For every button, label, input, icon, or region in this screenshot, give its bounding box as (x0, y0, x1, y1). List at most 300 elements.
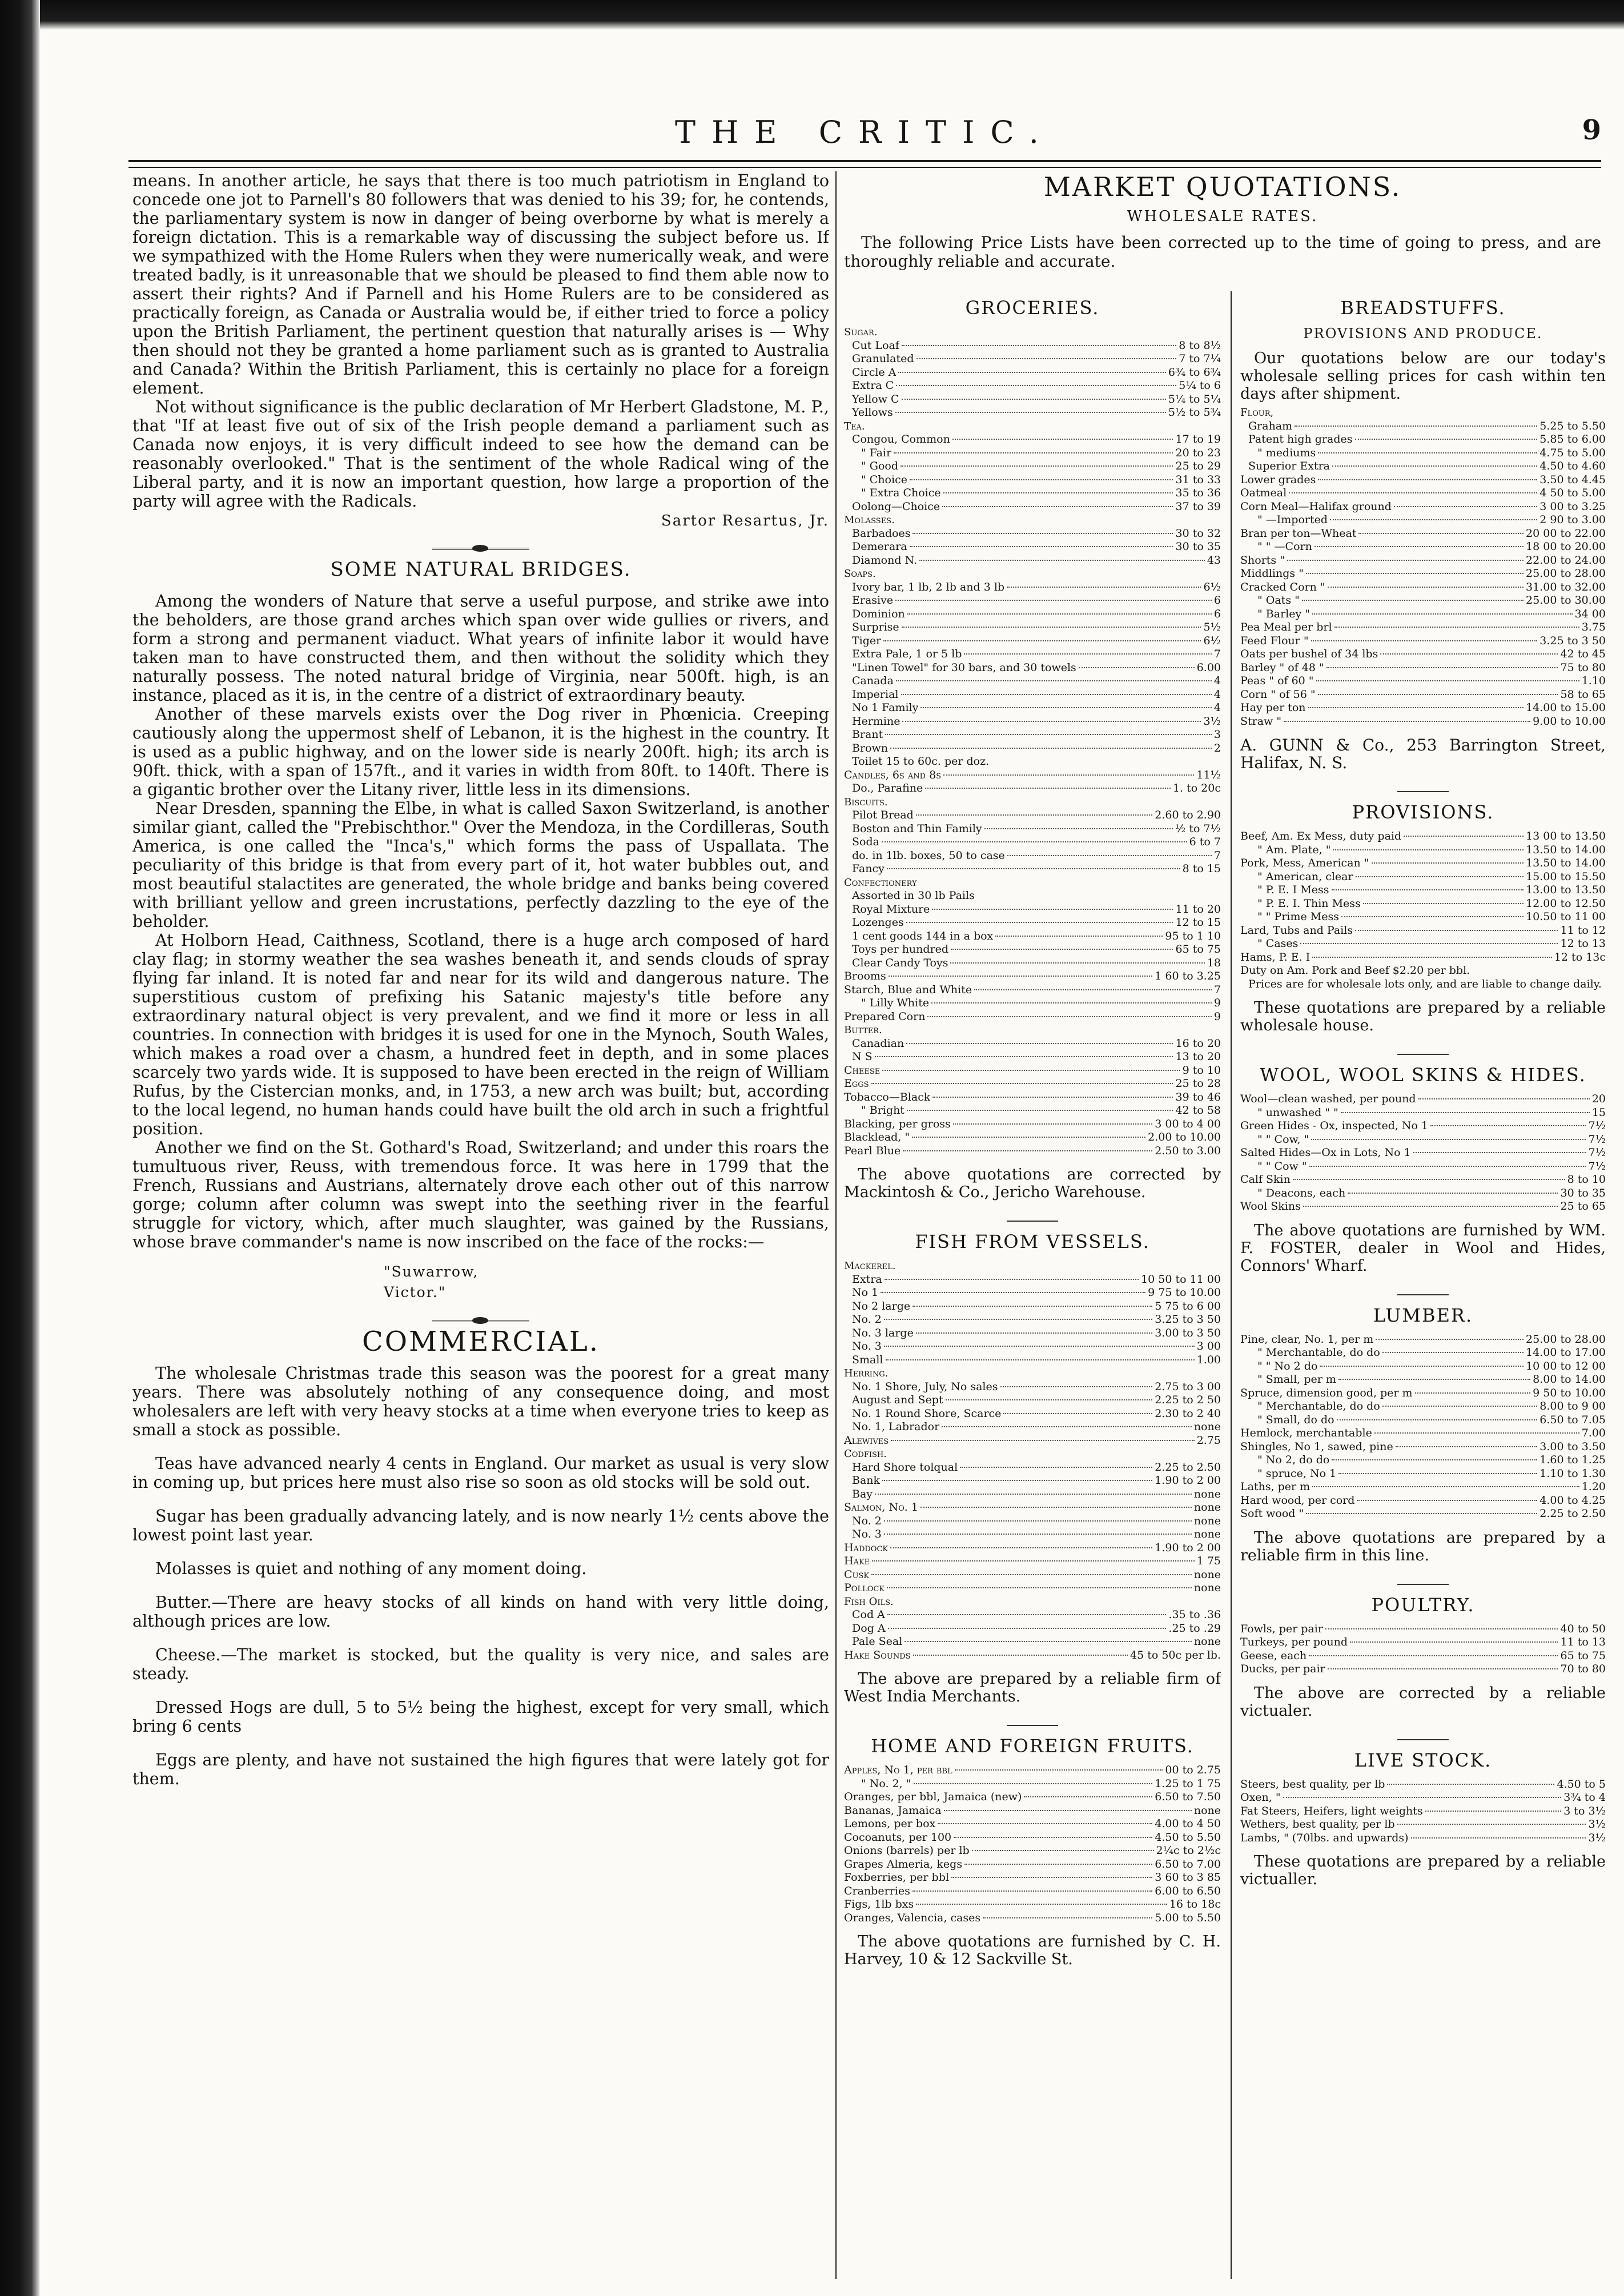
dot-leader (955, 1769, 1163, 1771)
price-row (844, 1555, 1221, 1568)
price-item-label: " " Cow " (1257, 1159, 1307, 1173)
section-heading-commercial: COMMERCIAL. (361, 1326, 600, 1358)
verse-line: Victor." (384, 1284, 447, 1300)
groceries-note: The above quotations are corrected by Mackintosh & Co., Jericho Warehouse. (844, 1166, 1221, 1201)
price-item-label: Starch, Blue and White (844, 983, 972, 996)
price-value: 25 to 29 (1175, 460, 1221, 472)
dot-leader (910, 479, 1173, 480)
price-row (1240, 1791, 1606, 1805)
dot-leader (882, 1480, 1152, 1481)
dot-leader (932, 1097, 1173, 1098)
price-row (1240, 884, 1606, 897)
dot-leader (890, 1547, 1152, 1548)
price-value: 3 60 to 3 85 (1155, 1871, 1221, 1884)
price-value: 8 to 15 (1182, 862, 1221, 875)
dot-leader (884, 1520, 1192, 1522)
price-item-label: " " —Corn (1257, 540, 1312, 553)
price-row (1240, 1454, 1606, 1467)
lumber-table (1240, 1333, 1606, 1521)
price-item-label: Shorts " (1240, 553, 1285, 567)
price-value: 4.00 to 4.25 (1539, 1494, 1606, 1507)
price-item-label: No. 1, Labrador (852, 1420, 940, 1433)
price-item-label: Straw " (1240, 715, 1282, 728)
price-value: 4.00 to 4 50 (1155, 1817, 1221, 1830)
provisions-heading: PROVISIONS. (1352, 801, 1494, 823)
price-value: 4 (1213, 675, 1221, 687)
dot-leader (1404, 836, 1523, 837)
fish-note: The above are prepared by a reliable firm of West India Merchants. (844, 1670, 1221, 1705)
section-rule (1397, 791, 1449, 792)
price-value: 7 (1213, 648, 1221, 660)
dot-leader (885, 734, 1212, 735)
price-value: 3½ (1588, 1831, 1606, 1844)
price-row (844, 621, 1221, 635)
price-row (844, 1898, 1221, 1912)
price-item-label: Dominion (852, 607, 905, 620)
price-value: 8.00 to 9 00 (1539, 1400, 1606, 1412)
dot-leader (953, 1123, 1152, 1125)
price-row (844, 822, 1221, 836)
price-item-label: Small (852, 1353, 883, 1366)
price-item-label: Yellows (852, 406, 893, 419)
dot-leader (919, 560, 1205, 561)
price-item-label: Imperial (852, 688, 899, 701)
price-value: 7½ (1588, 1146, 1606, 1159)
price-value: 11 to 12 (1560, 924, 1606, 937)
price-value: 1.20 (1581, 1480, 1606, 1493)
dot-leader (951, 949, 1173, 950)
dot-leader (1382, 1352, 1523, 1353)
price-value: 3 (1213, 728, 1221, 741)
price-row (1240, 621, 1606, 635)
price-value: 20 (1591, 1093, 1606, 1105)
dot-leader (905, 1641, 1192, 1642)
commercial-paragraph: Teas have advanced nearly 4 cents in England. Our market as usual is very slow in coming up, but prices here must also rise so soon as old stocks will be sold out. (132, 1454, 829, 1492)
price-item-label: " Extra Choice (861, 487, 941, 499)
price-value: 5½ (1203, 621, 1221, 633)
price-row (1240, 1805, 1606, 1819)
price-value: 5.85 to 6.00 (1539, 433, 1606, 445)
livestock-heading: LIVE STOCK. (1354, 1749, 1492, 1771)
price-item-label: " " Prime Mess (1257, 910, 1340, 923)
price-item-label: August and Sept (852, 1394, 943, 1406)
dot-leader (951, 1877, 1152, 1878)
price-item-label: Wool—clean washed, per pound (1240, 1093, 1416, 1105)
price-row (844, 728, 1221, 742)
price-value: 7 (1213, 849, 1221, 862)
dot-leader (871, 1574, 1192, 1575)
section-divider (432, 1320, 529, 1322)
dot-leader (887, 1587, 1192, 1588)
article-paragraph: At Holborn Head, Caithness, Scotland, there is a huge arch composed of hard clay flag; in stormy weather the sea washes beneath it, and sends clouds of spray flying far inland. It is noted far and near for its wild and dangerous nature. The superstitious custom of prefixing his Satanic majesty's title before any extraordinary natural object is very prevalent, and we find it more or less in all countries. In connection with bridges it is used for one in the Mynoch, South Wales, which makes a road over a chasm, a hundred feet in depth, and in some places scarcely two yards wide. It is supposed to have been erected in the reign of William Rufus, by the Cistercian monks, and, in 1753, a new arch was built; but, according to the local legend, no human hands could have built the old arch in such a frightful position. (132, 931, 829, 1138)
price-row (844, 849, 1221, 863)
price-value: 20 00 to 22.00 (1526, 527, 1606, 540)
price-row (844, 1817, 1221, 1831)
dot-leader (1311, 1139, 1586, 1140)
wool-table (1240, 1093, 1606, 1214)
price-value: 3.25 to 3 50 (1155, 1313, 1221, 1326)
price-item-label: Cod A (852, 1608, 885, 1621)
price-item-label: " Small, do do (1257, 1413, 1334, 1426)
price-row (844, 487, 1221, 500)
dot-leader (1300, 943, 1558, 944)
price-row (1240, 1467, 1606, 1481)
price-item-label: Apples, No 1, per bbl (844, 1764, 952, 1776)
price-value: 1. to 20c (1172, 782, 1221, 794)
dot-leader (1326, 667, 1558, 668)
price-item-label: Dog A (852, 1621, 886, 1635)
dot-leader (1348, 1193, 1558, 1194)
price-value: 12 to 13c (1554, 950, 1606, 964)
price-row (1240, 1636, 1606, 1649)
price-value: 2 90 to 3.00 (1539, 513, 1606, 526)
price-row (1240, 924, 1606, 938)
provisions-table (1240, 830, 1606, 991)
price-row (1240, 420, 1606, 433)
price-item-label: Royal Mixture (852, 902, 930, 916)
price-value: 15.00 to 15.50 (1526, 870, 1606, 883)
price-item-label: " mediums (1257, 446, 1316, 459)
dot-leader (1380, 653, 1558, 655)
dot-leader (1000, 1386, 1153, 1387)
price-row (1240, 910, 1606, 924)
price-value: 3.00 to 3.50 (1539, 1440, 1606, 1453)
price-row (844, 420, 1221, 433)
price-item-label: " Small, per m (1257, 1373, 1336, 1386)
price-value: 11½ (1196, 768, 1221, 781)
price-item-label: Assorted in 30 lb Pails (852, 889, 975, 902)
price-value: 5¼ to 5¼ (1168, 392, 1221, 406)
price-item-label: " spruce, No 1 (1257, 1467, 1337, 1480)
price-row (844, 675, 1221, 688)
dot-leader (983, 1917, 1152, 1918)
price-value: 9 75 to 10.00 (1148, 1286, 1221, 1299)
dot-leader (871, 1083, 1173, 1084)
dot-leader (954, 1837, 1152, 1838)
dot-leader (910, 546, 1173, 547)
dot-leader (1309, 1655, 1558, 1656)
price-item-label: Candles, 6s and 8s (844, 768, 942, 781)
dot-leader (1289, 492, 1537, 493)
price-value: 1.10 (1581, 675, 1606, 687)
price-value: 6¾ to 6¾ (1168, 366, 1221, 379)
price-value: 22.00 to 24.00 (1526, 553, 1606, 567)
price-row (844, 1037, 1221, 1051)
commercial-paragraph: Cheese.—The market is stocked, but the quality is very nice, and sales are steady. (132, 1645, 829, 1683)
price-row (1240, 715, 1606, 729)
price-value: 95 to 1 10 (1165, 929, 1221, 942)
price-value: 25.00 to 28.00 (1526, 567, 1606, 580)
price-value: 35 to 36 (1175, 487, 1221, 499)
price-value: 16 to 18c (1169, 1898, 1221, 1910)
price-value: 42 to 45 (1560, 648, 1606, 660)
price-row (844, 984, 1221, 997)
market-quotations-title: MARKET QUOTATIONS. (1043, 171, 1402, 202)
price-row (844, 554, 1221, 568)
commercial-paragraph: The wholesale Christmas trade this season was the poorest for a great many years. There was absolutely nothing of any consequence doing, and most wholesalers are left with very heavy stocks at a time when everyone tries to keep as small a stock as possible. (132, 1364, 829, 1439)
price-value: 8 to 8½ (1179, 339, 1221, 352)
dot-leader (1293, 1179, 1565, 1180)
price-item-label: Corn " of 56 " (1240, 688, 1316, 701)
price-item-label: " Merchantable, do do (1257, 1346, 1380, 1359)
price-item-label: Extra C (852, 379, 894, 392)
running-title: THE CRITIC. (675, 114, 1055, 150)
price-item-label: Tea. (844, 420, 865, 432)
dot-leader (927, 1016, 1211, 1017)
dot-leader (882, 841, 1187, 842)
right-column (1240, 291, 1606, 2279)
price-item-label: Pine, clear, No. 1, per m (1240, 1332, 1374, 1346)
price-row (844, 1327, 1221, 1340)
price-item-label: Calf Skin (1240, 1173, 1291, 1186)
price-item-label: Confectionery (844, 876, 917, 889)
article-paragraph: Another of these marvels exists over the Dog river in Phœnicia. Creeping cautiously along the uppermost shelf of Lebanon, it is the highest in the country. It is used as a public highway, and on the lower side is nearly 200ft. high; its arch is 90ft. thick, with a span of 157ft., and it varies in width from 80ft. to 140ft. There is a gigantic brother over the Litany river, little less in its dimensions. (132, 705, 829, 799)
dot-leader (895, 600, 1212, 601)
price-item-label: Butter. (844, 1024, 882, 1036)
price-row (844, 1885, 1221, 1898)
dot-leader (1338, 1473, 1537, 1474)
price-value: 2¼c to 2½c (1156, 1844, 1221, 1857)
price-row (1240, 1146, 1606, 1160)
price-value: 10.50 to 11 00 (1526, 910, 1606, 923)
price-value: 00 to 2.75 (1165, 1764, 1221, 1776)
price-value: 65 to 75 (1175, 943, 1221, 956)
price-value: 39 to 46 (1175, 1090, 1221, 1103)
price-row (844, 1542, 1221, 1555)
price-row (844, 1515, 1221, 1528)
price-item-label: Oats per bushel of 34 lbs (1240, 648, 1378, 660)
price-row (844, 379, 1221, 393)
column-rule (1231, 291, 1232, 2279)
price-value: none (1193, 1804, 1221, 1817)
price-value: 13.00 to 13.50 (1526, 884, 1606, 896)
dot-leader (902, 345, 1176, 346)
price-row (1240, 1778, 1606, 1792)
section-heading-natural-bridges: SOME NATURAL BRIDGES. (330, 558, 632, 581)
price-row (844, 1581, 1221, 1595)
wool-heading: WOOL, WOOL SKINS & HIDES. (1260, 1064, 1586, 1086)
price-value: 6.50 to 7.50 (1155, 1791, 1221, 1803)
price-row (844, 1023, 1221, 1037)
price-item-label: Yellow C (852, 392, 899, 406)
price-item-label: Oxen, " (1240, 1791, 1281, 1804)
price-value: 1.00 (1196, 1353, 1221, 1366)
price-item-label: Hard Shore tolqual (852, 1460, 958, 1474)
price-row (1240, 978, 1606, 992)
price-value: 42 to 58 (1175, 1104, 1221, 1117)
dot-leader (1372, 862, 1524, 864)
price-item-label: Duty on Am. Pork and Beef $2.20 per bbl. (1240, 964, 1470, 977)
price-item-label: Circle A (852, 366, 897, 379)
price-item-label: " P. E. I. Thin Mess (1257, 897, 1361, 910)
price-item-label: Extra (852, 1273, 882, 1286)
price-value: 1.60 to 1.25 (1539, 1454, 1606, 1466)
dot-leader (1356, 876, 1523, 877)
price-item-label: Mackerel. (844, 1260, 896, 1272)
price-row (1240, 473, 1606, 487)
price-row (1240, 1623, 1606, 1636)
price-item-label: do. in 1lb. boxes, 50 to case (852, 849, 1005, 862)
article-paragraph: Another we find on the St. Gothard's Road, Switzerland; and under this roars the tumultuous river, Reuss, with tremendous force. It was here in 1799 that the French, Russians and Austrians, alternately drove each other out of this narrow gorge; column after column was swept into the seething river in the fearful struggle for victory, which, after much slaughter, was gained by the Russians, whose brave commander's name is now inscribed on the face of the rocks:— (132, 1138, 829, 1251)
price-row (1240, 1400, 1606, 1414)
price-row (1240, 701, 1606, 715)
dot-leader (1337, 1419, 1538, 1420)
price-item-label: Laths, per m (1240, 1480, 1311, 1493)
dot-leader (916, 1332, 1152, 1334)
dot-leader (1309, 1166, 1586, 1167)
price-value: 12 to 15 (1175, 916, 1221, 929)
price-row (844, 889, 1221, 903)
price-value: 13.50 to 14.00 (1526, 857, 1606, 869)
dot-leader (884, 1346, 1195, 1347)
dot-leader (906, 922, 1173, 923)
article-paragraph: means. In another article, he says that there is too much patriotism in England to concede one jot to Parnell's 80 followers that was denied to his 39; for, he contends, the parliamentary system is now in danger of being overborne by what is merely a foreign dictation. This is a remarkable way of discussing the subject before us. If we sympathized with the Home Rulers when they were numerically weak, and were treated badly, is it unreasonable that we should be pleased to find them able now to assert their rights? And if Parnell and his Home Rulers are to be considered as practically foreign, as Canada or Australia would be, if either tried to force a policy upon the British Parliament, the pertinent question that naturally arises is — Why then should not they be granted a home parliament such as is granted to Australia and Canada? Within the British Parliament, this is certainly no place for a foreign element. (132, 171, 829, 398)
price-item-label: Salted Hides—Ox in Lots, No 1 (1240, 1146, 1411, 1159)
price-value: 5.00 to 5.50 (1155, 1911, 1221, 1924)
price-item-label: Fancy (852, 862, 885, 875)
price-row (844, 1608, 1221, 1622)
price-item-label: Cut Loaf (852, 339, 899, 352)
price-row (1240, 460, 1606, 473)
dot-leader (974, 989, 1212, 990)
price-item-label: No. 2 (852, 1514, 882, 1527)
dot-leader (1415, 1392, 1531, 1394)
price-value: 3 to 3½ (1563, 1804, 1606, 1817)
dot-leader (984, 828, 1173, 829)
dot-leader (1287, 560, 1523, 561)
price-value: 2.25 to 2 50 (1155, 1394, 1221, 1406)
price-value: 1.90 to 2 00 (1155, 1541, 1221, 1554)
price-row (1240, 567, 1606, 581)
price-item-label: Wethers, best quality, per lb (1240, 1818, 1395, 1831)
price-row (1240, 433, 1606, 447)
price-item-label: " Merchantable, do do (1257, 1400, 1380, 1412)
price-row (844, 1340, 1221, 1354)
price-row (1240, 500, 1606, 514)
price-item-label: No. 1 Shore, July, No sales (852, 1380, 998, 1393)
price-item-label: Beef, Am. Ex Mess, duty paid (1240, 830, 1402, 842)
price-row (844, 916, 1221, 930)
dot-leader (1024, 1796, 1152, 1797)
price-item-label: Lower grades (1240, 473, 1316, 486)
dot-leader (964, 653, 1212, 655)
price-row (1240, 830, 1606, 844)
dot-leader (888, 1628, 1167, 1629)
column-rule (835, 171, 837, 2279)
price-row (1240, 1480, 1606, 1494)
dot-leader (1387, 1784, 1554, 1785)
price-value: 5¼ to 6 (1179, 379, 1221, 392)
dot-leader (1397, 1824, 1586, 1825)
price-item-label: " Choice (861, 473, 907, 486)
price-value: 3¾ to 4 (1563, 1791, 1606, 1804)
price-value: 6.00 to 6.50 (1155, 1884, 1221, 1897)
price-row (844, 930, 1221, 944)
fruits-note: The above quotations are furnished by C. H. Harvey, 10 & 12 Sackville St. (844, 1933, 1221, 1968)
price-row (1240, 661, 1606, 675)
price-row (844, 1488, 1221, 1502)
price-value: 7 (1213, 983, 1221, 996)
price-row (844, 970, 1221, 984)
dot-leader (1355, 930, 1558, 931)
dot-leader (938, 1823, 1152, 1824)
price-value: 10 50 to 11 00 (1141, 1273, 1221, 1286)
dot-leader (884, 1534, 1192, 1535)
price-row (844, 1145, 1221, 1158)
price-row (844, 460, 1221, 473)
dot-leader (1328, 587, 1523, 588)
dot-leader (1376, 1339, 1523, 1340)
price-value: 5.25 to 5.50 (1539, 419, 1606, 432)
price-row (844, 1791, 1221, 1804)
price-row (1240, 951, 1606, 965)
price-item-label: " Am. Plate, " (1257, 843, 1331, 856)
dot-leader (1303, 1206, 1558, 1207)
price-row (1240, 1360, 1606, 1374)
dot-leader (925, 788, 1171, 789)
livestock-note: These quotations are prepared by a reliable victualler. (1240, 1853, 1606, 1888)
price-value: 3 00 (1196, 1340, 1221, 1352)
price-item-label: Demerara (852, 540, 907, 553)
price-value: 2.50 to 3.00 (1155, 1144, 1221, 1157)
dot-leader (995, 936, 1163, 937)
price-value: 6 (1213, 607, 1221, 620)
dot-leader (1318, 694, 1558, 695)
dot-leader (907, 613, 1212, 615)
price-item-label: " Barley " (1257, 607, 1310, 620)
price-value: 3.25 to 3 50 (1539, 634, 1606, 647)
price-row (844, 447, 1221, 460)
dot-leader (1318, 452, 1537, 453)
price-value: 4 50 to 5.00 (1539, 487, 1606, 499)
price-row (844, 648, 1221, 661)
price-value: 18 00 to 20.00 (1526, 540, 1606, 553)
price-item-label: Tobacco—Black (844, 1090, 931, 1103)
price-item-label: Foxberries, per bbl (844, 1871, 949, 1884)
price-item-label: " P. E. I Mess (1257, 884, 1329, 896)
price-value: 4.50 to 5 (1557, 1777, 1606, 1791)
price-item-label: " Fair (861, 446, 892, 459)
price-item-label: Middlings " (1240, 567, 1304, 580)
price-row (1240, 406, 1606, 420)
price-item-label: Turkeys, per pound (1240, 1636, 1348, 1648)
price-row (844, 635, 1221, 648)
price-item-label: Cracked Corn " (1240, 580, 1325, 593)
price-row (844, 809, 1221, 822)
price-row (1240, 1507, 1606, 1521)
price-row (844, 1131, 1221, 1145)
dot-leader (912, 1137, 1145, 1138)
middle-column (844, 291, 1221, 2279)
price-row (844, 755, 1221, 769)
breadstuffs-firm: A. GUNN & Co., 253 Barrington Street, Halifax, N. S. (1240, 736, 1606, 772)
price-row (844, 1858, 1221, 1872)
article-signature: Sartor Resartus, Jr. (661, 512, 829, 529)
price-item-label: Hake Sounds (844, 1648, 911, 1661)
dot-leader (916, 358, 1177, 359)
price-value: 4 (1213, 701, 1221, 714)
price-item-label: Herring. (844, 1367, 889, 1379)
price-value: 9 (1213, 1010, 1221, 1023)
dot-leader (914, 1783, 1153, 1784)
price-value: 20 to 23 (1175, 446, 1221, 459)
price-value: 4.75 to 5.00 (1539, 446, 1606, 459)
price-value: 30 to 35 (1175, 540, 1221, 553)
fish-heading: FISH FROM VESSELS. (915, 1231, 1150, 1253)
dot-leader (1283, 1797, 1562, 1798)
dot-leader (1311, 640, 1538, 641)
price-item-label: Pea Meal per brl (1240, 621, 1332, 633)
